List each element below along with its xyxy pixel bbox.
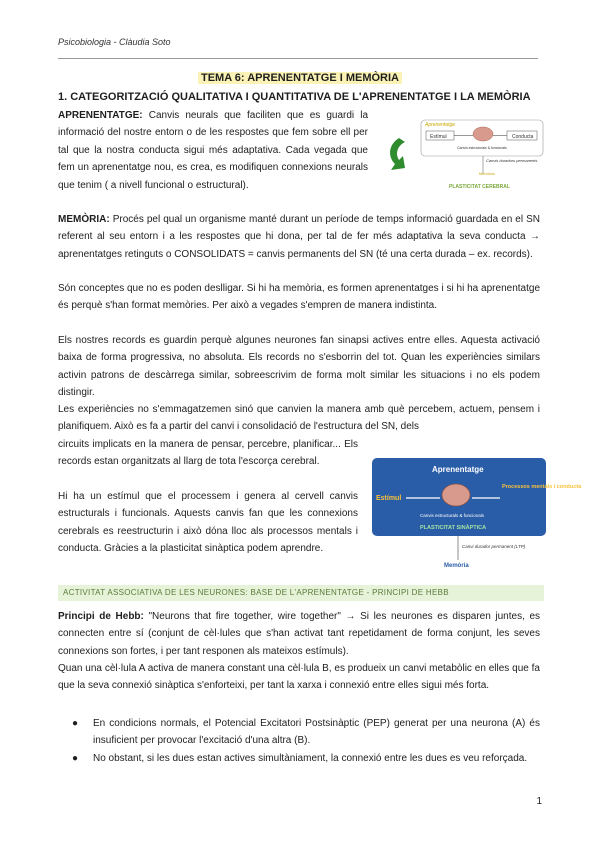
memoria-text: Procés pel qual un organisme manté durant un període de temps informació guardada en el SN referent al seu entorn i a les respostes que hi dona, per tal de fer més adaptativa la seva conducta → aprenentatges retinguts o CONSOLIDATS = canvis permanents del SN (té una certa durada – ex. records). <box>58 214 540 260</box>
memoria-term: MEMÒRIA: <box>58 214 110 225</box>
paragraph-records: Els nostres records es guardin perquè algunes neurones fan sinapsi actives entre elles. Aquesta activació baixa de forma progressiva, no absoluta. Els records no s'esborrin del tot. Quan les experiències similars activin patrons de descàrrega similar, sobreescrivim de forma molt similar les situacions i no els podem distingir. <box>58 335 540 399</box>
diagram-large-stimulus-label: Estímul <box>376 495 402 502</box>
list-item <box>58 750 540 767</box>
hebb-principle <box>58 608 540 660</box>
paragraph-experiences: Les experiències no s'emmagatzemen sinó que canvien la manera amb què percebem, actuem, pensem i planifiquem. Això es fa a partir del canvi i consolidació de l'estructura del SN, dels <box>58 404 540 433</box>
diagram-large-plasticity-label: PLASTICITAT SINÀPTICA <box>420 525 487 531</box>
diagram-large-under-label: Canvis estructurals & funcionals <box>420 513 485 518</box>
section-heading-1: 1. CATEGORITZACIÓ QUALITATIVA I QUANTITATIVA DE L'APRENENTATGE I LA MEMÒRIA <box>58 91 531 103</box>
brain-icon <box>473 127 493 141</box>
hebb-term: Principi de Hebb: <box>58 611 144 622</box>
bullet-icon: ● <box>72 718 79 729</box>
diagram-small-under-label: Canvis estructurals & funcionals <box>457 146 507 150</box>
aprenentatge-definition <box>58 107 368 194</box>
diagram-large-right-label: Processos mentals i conducta <box>502 484 582 490</box>
paragraph-stimulus: Hi ha un estímul que el processem i genera al cervell canvis estructurals i funcionals. Aquests canvis fan que les connexions cerebrals es reestructurin i això dóna lloc als processos mentals i conducta. Gràcies a la plasticitat sinàptica podem aprendre. <box>58 491 358 555</box>
page-title-text: TEMA 6: APRENENTATGE I MEMÒRIA <box>198 72 402 84</box>
aprenentatge-term: APRENENTATGE: <box>58 110 143 121</box>
diagram-large-memoria-label: Memòria <box>444 563 469 569</box>
paragraph-experiences-cont: circuits implicats en la manera de pensar, percebre, planificar... Els records estan organitzats al llarg de tota l'escorça cerebral. <box>58 439 358 468</box>
memoria-definition <box>58 211 540 263</box>
list-item-text: En condicions normals, el Potencial Excitatori Postsinàptic (PEP) generat per una neurona (A) és insuficient per provocar l'excitació d'una altra (B). <box>93 718 540 747</box>
diagram-large-top-label: Aprenentatge <box>432 465 484 474</box>
list-item-text: No obstant, si les dues estan actives simultàniament, la connexió entre les dues es veu reforçada. <box>93 752 528 764</box>
diagram-large-note: Canvi durador permanent (LTP) <box>462 544 526 549</box>
aprenentatge-diagram-small <box>385 112 545 194</box>
hebb-section-banner <box>58 585 544 601</box>
hebb-text: "Neurons that fire together, wire together" → Si les neurones es disparen juntes, es connecten entre sí (conjunt de cèl·lules que s'han activat tant repetidament de forma conjunt, les seves connexions son fortes, i per tant responen als mateixos estímuls). <box>58 611 541 657</box>
bullet-icon: ● <box>72 752 79 764</box>
hebb-section-title: ACTIVITAT ASSOCIATIVA DE LES NEURONES: BASE DE L'APRENENTATGE - PRINCIPI DE HEBB <box>63 588 449 597</box>
diagram-small-stimulus-label: Estímul <box>430 134 447 140</box>
diagram-small-behaviour-label: Conducta <box>512 134 534 140</box>
page-number: 1 <box>536 796 542 807</box>
brain-icon-large <box>442 484 470 506</box>
diagram-small-memoria-label: Memòria <box>479 171 495 176</box>
page-header: Psicobiologia - Clàudia Soto <box>58 37 171 47</box>
diagram-small-memoria-note: Canvis duradors permanents <box>486 158 538 163</box>
diagram-small-bottom-label: PLASTICITAT CEREBRAL <box>449 184 510 190</box>
paragraph-concepts: Són conceptes que no es poden deslligar. Si hi ha memòria, es formen aprenentatges i si hi ha aprenentatge és perquè s'han format memòries. Per això a vegades s'empren de manera indistinta. <box>58 283 540 312</box>
aprenentatge-text: Canvis neurals que faciliten que es guardi la informació del nostre entorn o de les respostes que fem sobre ell per tal que la nostra conducta sigui més adaptativa. Cada vegada que fem un aprenentatge nou, es crea, es modifiquen connexions neurals que tenim ( a nivell funcional o estructural). <box>58 110 368 191</box>
hebb-bullet-list <box>58 715 540 767</box>
paragraph-hebb-explanation: Quan una cèl·lula A activa de manera constant una cèl·lula B, es produeix un canvi metabòlic en elles que fa que la seva connexió sinàptica s'enforteixi, per tant la xarxa i connexió entre elles sigui més forta. <box>58 663 540 692</box>
header-divider <box>58 58 538 59</box>
list-item <box>58 715 540 750</box>
page-title <box>0 72 600 84</box>
green-arrow-icon <box>390 138 405 170</box>
aprenentatge-diagram-large <box>372 458 582 570</box>
diagram-small-top-label: Aprenentatge <box>425 122 456 128</box>
